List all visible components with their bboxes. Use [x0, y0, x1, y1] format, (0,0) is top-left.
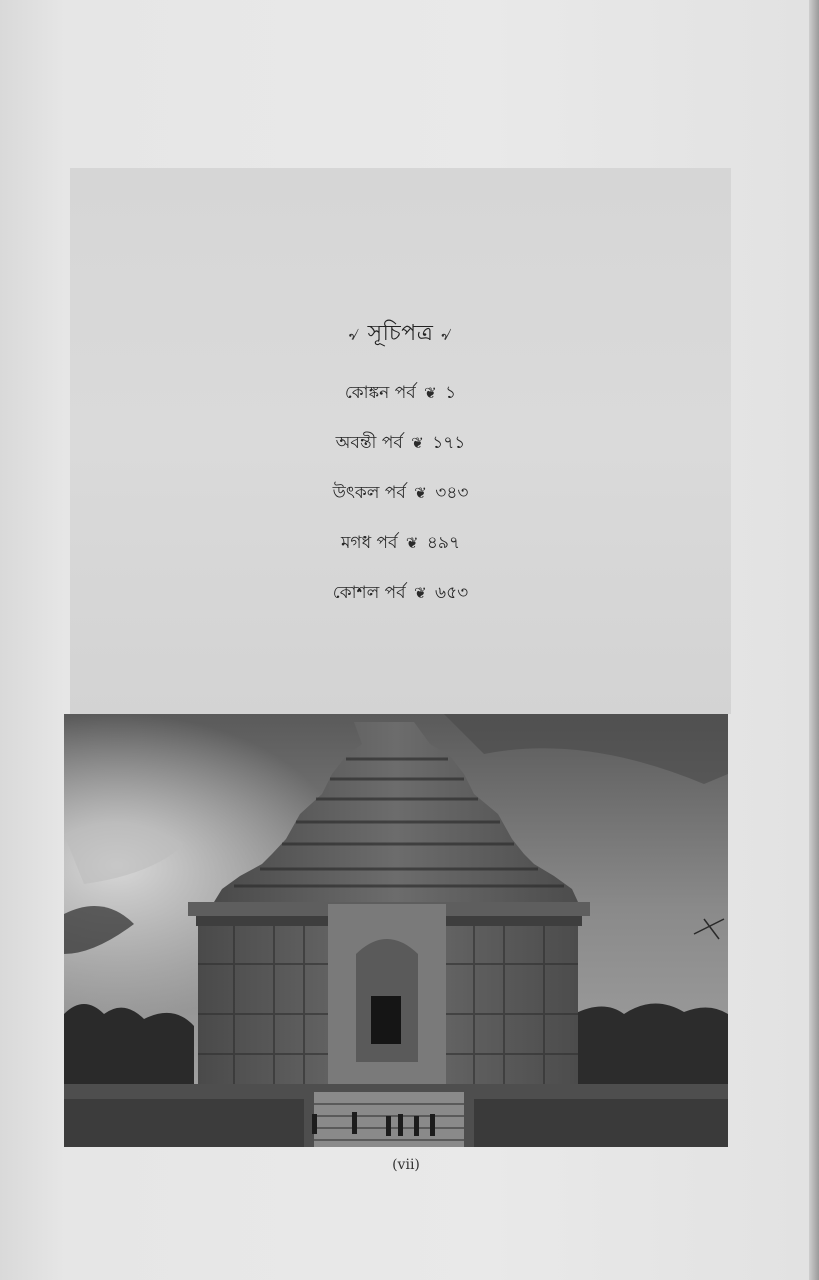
entry-title: কোশল পর্ব: [332, 583, 406, 603]
entry-page: ১: [445, 383, 457, 403]
flourish-right-icon: ৵: [440, 324, 453, 345]
entry-page: ১৭১: [432, 433, 466, 453]
entry-page: ৬৫৩: [435, 583, 469, 603]
entry-page: ৪৯৭: [426, 533, 461, 553]
leaf-separator-icon: ❦: [405, 534, 419, 552]
contents-entry: [70, 468, 731, 518]
contents-panel: [70, 168, 731, 714]
contents-list: [70, 368, 731, 618]
entry-title: মগধ পর্ব: [340, 533, 398, 553]
temple-photograph: [64, 714, 728, 1147]
leaf-separator-icon: ❦: [414, 584, 427, 602]
contents-title: [70, 316, 731, 353]
leaf-separator-icon: ❦: [424, 384, 437, 402]
contents-entry: [70, 568, 731, 618]
contents-entry: [70, 418, 731, 468]
contents-entry: [70, 368, 731, 418]
page-number: (vii): [392, 1157, 420, 1173]
entry-title: উৎকল পর্ব: [332, 483, 406, 503]
page-edge: [809, 0, 819, 1280]
entry-page: ৩৪৩: [435, 483, 469, 503]
entry-title: কোঙ্কন পর্ব: [344, 383, 416, 403]
contents-heading: সূচিপত্র: [367, 321, 434, 346]
leaf-separator-icon: ❦: [414, 484, 427, 502]
contents-entry: [70, 518, 731, 568]
flourish-left-icon: ৵: [348, 324, 361, 345]
entry-title: অবন্তী পর্ব: [335, 433, 403, 453]
leaf-separator-icon: ❦: [411, 434, 424, 452]
